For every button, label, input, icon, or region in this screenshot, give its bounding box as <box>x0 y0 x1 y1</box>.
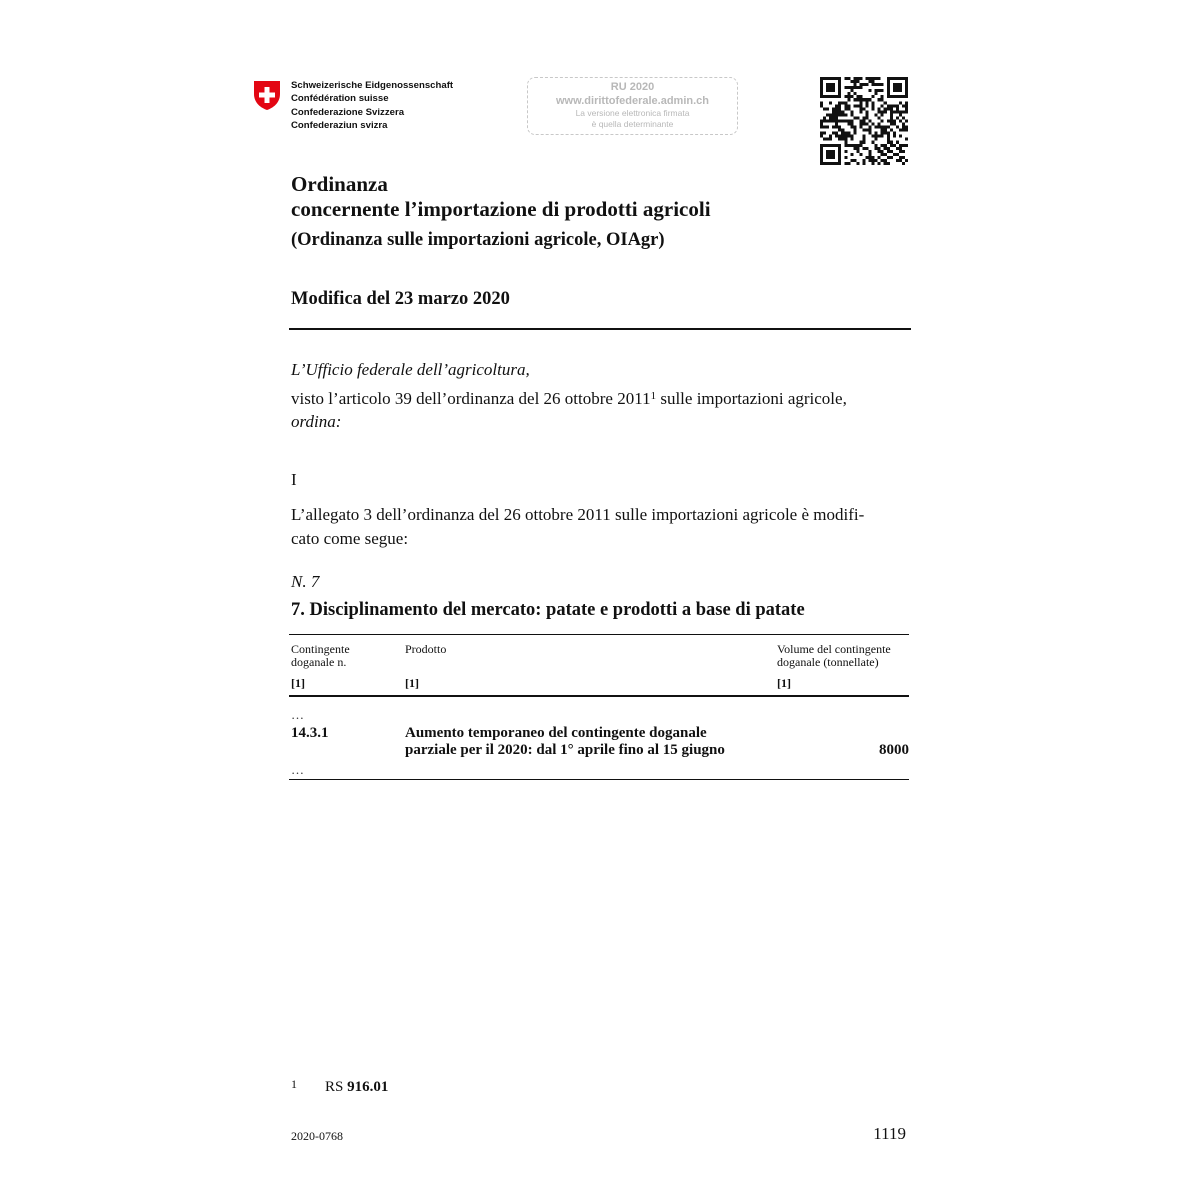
footnote-ref[interactable]: 1 <box>650 390 657 402</box>
title-line-2: concernente l’importazione di prodotti agricoli <box>291 197 711 221</box>
section-text-line-2: cato come segue: <box>291 529 409 548</box>
qr-code-icon <box>820 77 908 165</box>
column-header-line: Contingente <box>291 642 350 656</box>
column-header-line: Volume del contingente <box>777 642 891 656</box>
column-header-line: Prodotto <box>405 642 447 656</box>
publication-stamp <box>527 77 738 135</box>
footnote-number: 1 <box>291 1077 297 1091</box>
annex-heading: 7. Disciplinamento del mercato: patate e prodotti a base di patate <box>291 600 805 620</box>
stamp-website: www.dirittofederale.admin.ch <box>555 95 709 107</box>
table-top-rule <box>289 634 909 635</box>
preamble-decree: ordina: <box>291 412 342 431</box>
authority-line-fr: Confédération suisse <box>291 93 389 105</box>
title-line-1: Ordinanza <box>291 172 388 196</box>
column-header-volume <box>777 643 891 669</box>
authority-line-it: Confederazione Svizzera <box>291 106 405 118</box>
table-header-rule <box>289 695 909 697</box>
table-bottom-rule <box>289 779 909 780</box>
column-note: [1] <box>777 676 791 690</box>
stamp-edition: RU 2020 <box>610 81 655 93</box>
footnote-ref-number: 916.01 <box>347 1079 389 1095</box>
column-header-line: doganale n. <box>291 655 347 669</box>
table-row-product <box>405 725 725 759</box>
title-divider <box>289 328 911 330</box>
section-text-line-1: L’allegato 3 dell’ordinanza del 26 ottobre 2011 sulle importazioni agricole è modifi- <box>291 505 865 524</box>
table-row-volume: 8000 <box>879 742 909 758</box>
authority-line-de: Schweizerische Eidgenossenschaft <box>291 80 454 91</box>
column-header-line: doganale (tonnellate) <box>777 655 879 669</box>
column-header-product <box>405 643 446 656</box>
document-number: 2020-0768 <box>291 1129 343 1143</box>
section-number: I <box>291 470 297 489</box>
column-note: [1] <box>291 676 305 690</box>
table-row-quota-number: 14.3.1 <box>291 725 329 741</box>
stamp-note-2: è quella determinante <box>591 119 674 129</box>
footnote-text <box>325 1079 388 1096</box>
table-row-product-line-1: Aumento temporaneo del contingente doganale <box>405 725 707 741</box>
column-note: [1] <box>405 676 419 690</box>
preamble-basis-text: visto l’articolo 39 dell’ordinanza del 26 ottobre 2011 <box>291 389 651 408</box>
authority-name <box>291 79 453 133</box>
column-header-quota-number <box>291 643 350 669</box>
table-row-product-line-2: parziale per il 2020: dal 1° aprile fino al 15 giugno <box>405 742 725 758</box>
table-ellipsis-bottom: … <box>291 762 304 777</box>
preamble-basis <box>291 384 847 411</box>
annex-reference: N. 7 <box>291 572 320 591</box>
amendment-date: Modifica del 23 marzo 2020 <box>291 289 510 309</box>
preamble-basis-text-2: sulle importazioni agricole, <box>656 389 847 408</box>
footnote-prefix: RS <box>325 1079 348 1095</box>
title-short: (Ordinanza sulle importazioni agricole, OIAgr) <box>291 230 665 250</box>
authority-line-rm: Confederaziun svizra <box>291 120 388 132</box>
stamp-note-1: La versione elettronica firmata <box>575 108 690 118</box>
preamble-authority: L’Ufficio federale dell’agricoltura, <box>291 360 530 379</box>
swiss-flag-icon <box>251 79 283 111</box>
table-ellipsis-top: … <box>291 707 304 722</box>
page-number: 1119 <box>873 1124 906 1143</box>
